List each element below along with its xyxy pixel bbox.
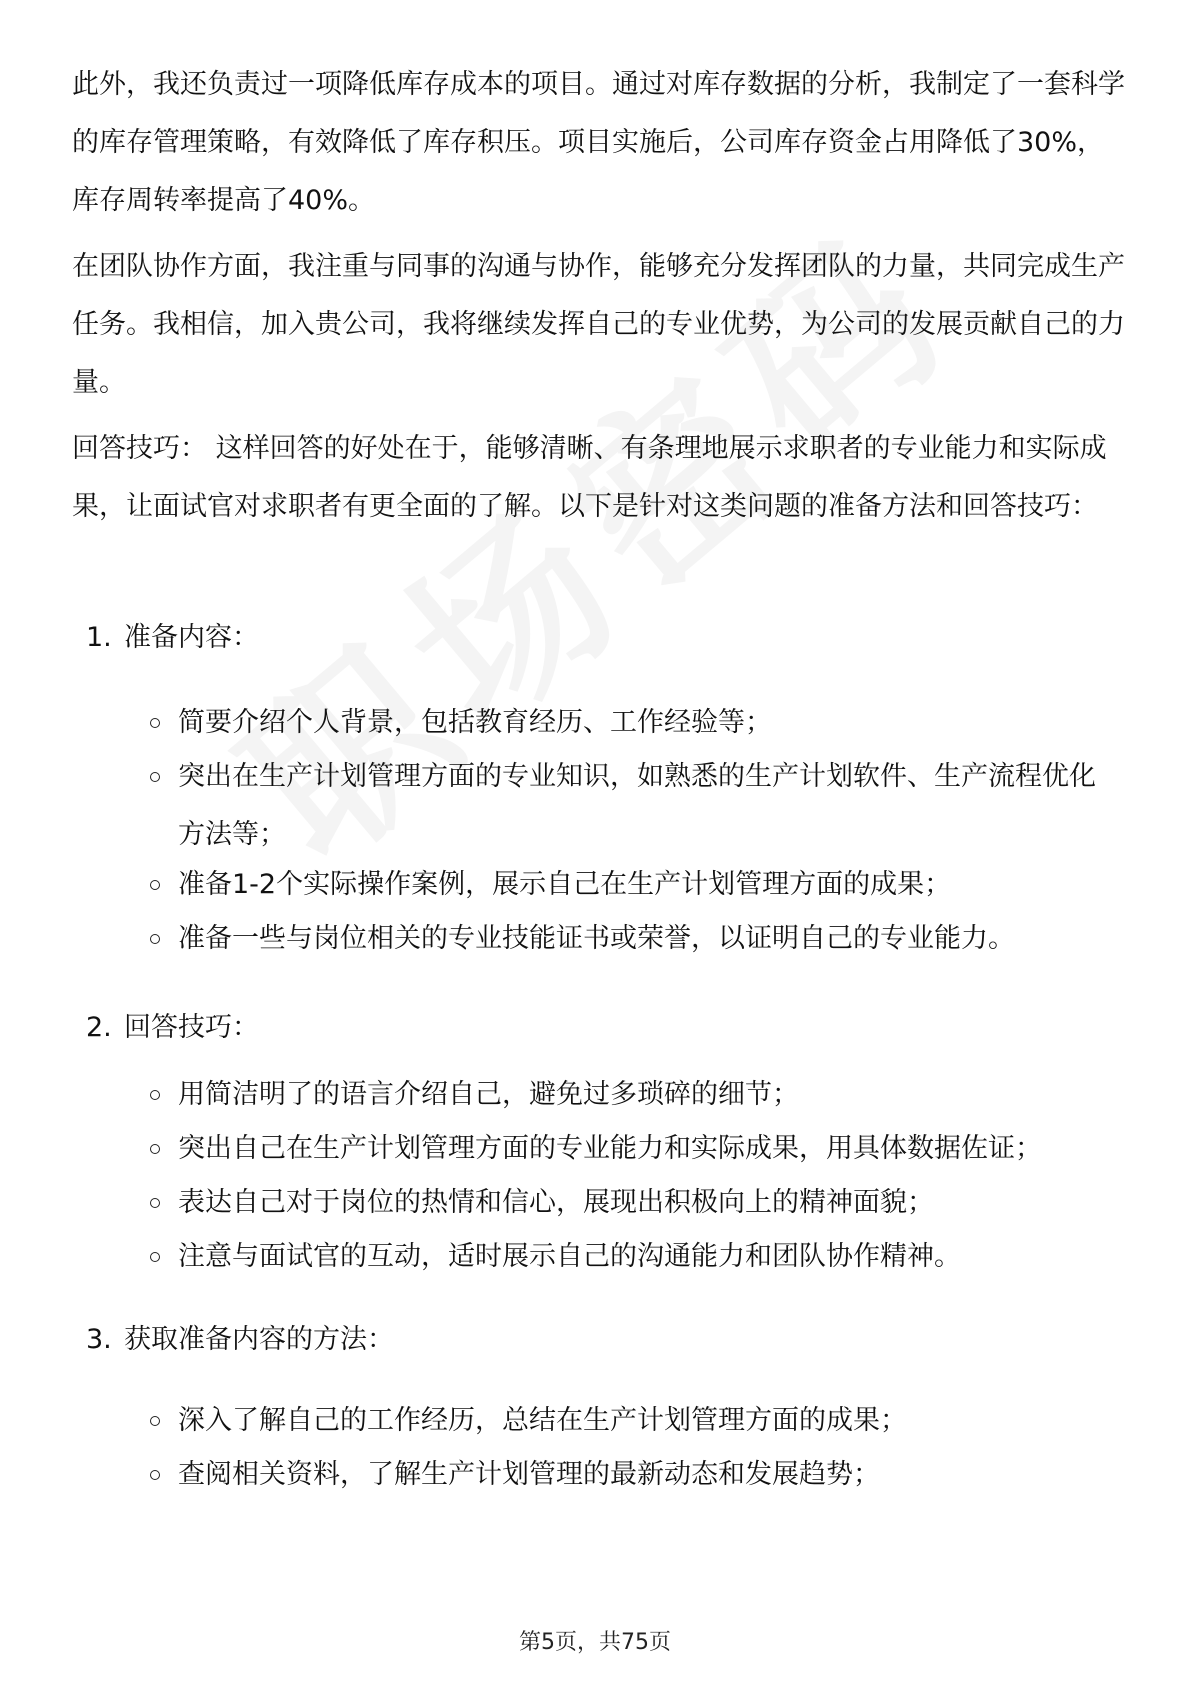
section-number: 3. <box>86 1324 112 1355</box>
section-heading-2 <box>86 1008 259 1048</box>
circle-bullet-icon <box>150 1470 160 1480</box>
circle-bullet-icon <box>150 934 160 944</box>
section-heading-1 <box>86 618 259 658</box>
list-item: 准备1-2个实际操作案例，展示自己在生产计划管理方面的成果； <box>150 856 1110 914</box>
list-item: 注意与面试官的互动，适时展示自己的沟通能力和团队协作精神。 <box>150 1228 1110 1286</box>
section-number: 2. <box>86 1012 112 1043</box>
list-item: 用简洁明了的语言介绍自己，避免过多琐碎的细节； <box>150 1066 1110 1124</box>
section-title: 回答技巧： <box>124 1012 259 1043</box>
circle-bullet-icon <box>150 1416 160 1426</box>
circle-bullet-icon <box>150 1144 160 1154</box>
section-number: 1. <box>86 622 112 653</box>
circle-bullet-icon <box>150 718 160 728</box>
paragraph-answer-tips: 回答技巧： 这样回答的好处在于，能够清晰、有条理地展示求职者的专业能力和实际成果，让面试官对求职者有更全面的了解。以下是针对这类问题的准备方法和回答技巧： <box>72 433 1107 522</box>
circle-bullet-icon <box>150 1198 160 1208</box>
list-item: 深入了解自己的工作经历，总结在生产计划管理方面的成果； <box>150 1392 1110 1450</box>
list-item: 表达自己对于岗位的热情和信心，展现出积极向上的精神面貌； <box>150 1174 1110 1232</box>
list-item: 突出在生产计划管理方面的专业知识，如熟悉的生产计划软件、生产流程优化方法等； <box>150 748 1110 864</box>
page-footer: 第5页，共75页 <box>519 1630 671 1655</box>
section-title: 准备内容： <box>124 622 259 653</box>
circle-bullet-icon <box>150 1090 160 1100</box>
section-heading-3 <box>86 1320 394 1360</box>
paragraph-inventory-project: 此外，我还负责过一项降低库存成本的项目。通过对库存数据的分析，我制定了一套科学的库存管理策略，有效降低了库存积压。项目实施后，公司库存资金占用降低了30%，库存周转率提高了40%。 <box>72 69 1125 216</box>
circle-bullet-icon <box>150 772 160 782</box>
list-item: 准备一些与岗位相关的专业技能证书或荣誉，以证明自己的专业能力。 <box>150 910 1110 968</box>
circle-bullet-icon <box>150 880 160 890</box>
paragraph-teamwork: 在团队协作方面，我注重与同事的沟通与协作，能够充分发挥团队的力量，共同完成生产任务。我相信，加入贵公司，我将继续发挥自己的专业优势，为公司的发展贡献自己的力量。 <box>72 251 1125 398</box>
circle-bullet-icon <box>150 1252 160 1262</box>
list-item: 简要介绍个人背景，包括教育经历、工作经验等； <box>150 694 1110 752</box>
section-title: 获取准备内容的方法： <box>124 1324 394 1355</box>
list-item: 查阅相关资料，了解生产计划管理的最新动态和发展趋势； <box>150 1446 1110 1504</box>
list-item: 突出自己在生产计划管理方面的专业能力和实际成果，用具体数据佐证； <box>150 1120 1110 1178</box>
